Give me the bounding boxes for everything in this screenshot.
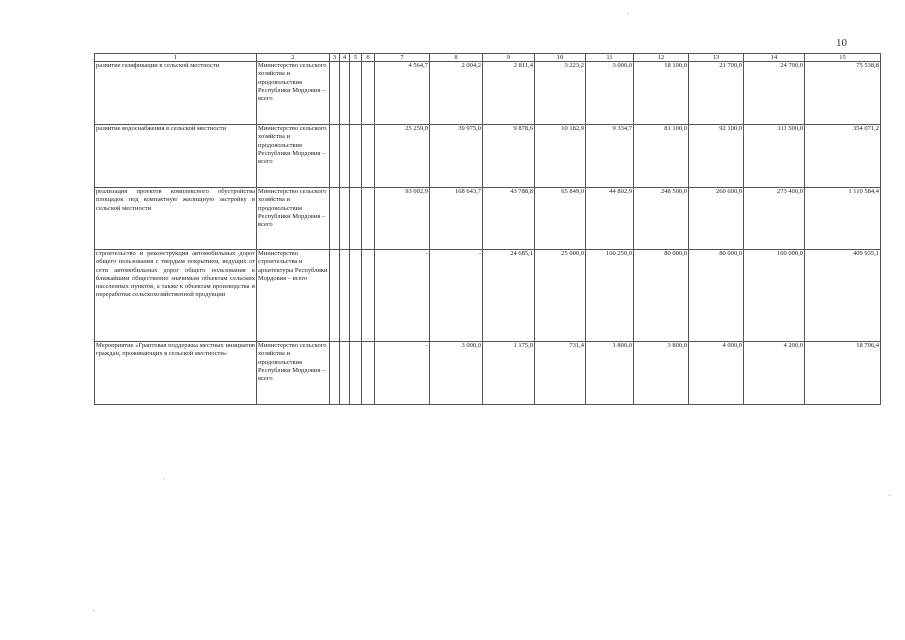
empty-cell	[330, 125, 340, 188]
value-cell: 39 975,0	[430, 125, 483, 188]
value-cell: 100 000,0	[744, 250, 805, 342]
row-executor: Министерство строительства и архитектуры Республики Мордовия – всего	[257, 250, 330, 342]
value-cell: 2 811,4	[483, 62, 535, 125]
value-cell: 4 564,7	[375, 62, 430, 125]
scan-speck	[163, 478, 164, 479]
scan-speck	[627, 13, 628, 14]
column-header: 13	[689, 54, 744, 62]
empty-cell	[330, 342, 340, 405]
row-description: строительство и реконструкция автомобильных дорог общего пользования с твердым покрытием, ведущих от сети автомобильных дорог общего пользования к ближайшим общественно значимым объектам сельских населенных пунктов, а также к объектам производства и переработки сельскохозяйственной продукции	[95, 250, 257, 342]
empty-cell	[350, 62, 362, 125]
empty-cell	[362, 188, 375, 250]
empty-cell	[350, 342, 362, 405]
empty-cell	[362, 250, 375, 342]
value-cell: 4 200,0	[744, 342, 805, 405]
row-executor: Министерство сельского хозяйства и продовольствия Республики Мордовия – всего	[257, 62, 330, 125]
empty-cell	[350, 188, 362, 250]
value-cell: 21 700,0	[689, 62, 744, 125]
total-cell: 1 110 584,4	[805, 188, 881, 250]
empty-cell	[362, 62, 375, 125]
column-header: 10	[535, 54, 586, 62]
empty-cell	[340, 62, 350, 125]
value-cell: 80 000,0	[689, 250, 744, 342]
value-cell: 24 685,1	[483, 250, 535, 342]
empty-cell	[350, 125, 362, 188]
value-cell: 81 100,0	[634, 125, 689, 188]
value-cell: 65 849,0	[535, 188, 586, 250]
value-cell: 3 000,0	[586, 62, 634, 125]
row-executor: Министерство сельского хозяйства и продовольствия Республики Мордовия – всего	[257, 188, 330, 250]
empty-cell	[330, 188, 340, 250]
column-header: 4	[340, 54, 350, 62]
table-row	[95, 250, 881, 342]
row-description: развитие газификации в сельской местности	[95, 62, 257, 125]
value-cell: 25 000,0	[535, 250, 586, 342]
value-cell: 731,4	[535, 342, 586, 405]
column-header: 8	[430, 54, 483, 62]
value-cell: -	[375, 342, 430, 405]
total-cell: 409 935,1	[805, 250, 881, 342]
empty-cell	[340, 250, 350, 342]
empty-cell	[340, 188, 350, 250]
row-executor: Министерство сельского хозяйства и продовольствия Республики Мордовия – всего	[257, 125, 330, 188]
empty-cell	[330, 62, 340, 125]
value-cell: 2 004,2	[430, 62, 483, 125]
column-header: 2	[257, 54, 330, 62]
value-cell: 273 400,0	[744, 188, 805, 250]
value-cell: 93 002,9	[375, 188, 430, 250]
empty-cell	[340, 342, 350, 405]
value-cell: 80 000,0	[634, 250, 689, 342]
value-cell: 100 250,0	[586, 250, 634, 342]
header-row	[95, 54, 881, 62]
value-cell: 1 175,0	[483, 342, 535, 405]
value-cell: 4 000,0	[689, 342, 744, 405]
column-header: 11	[586, 54, 634, 62]
total-cell: 18 706,4	[805, 342, 881, 405]
value-cell: 168 643,7	[430, 188, 483, 250]
value-cell: 10 182,9	[535, 125, 586, 188]
value-cell: 111 500,0	[744, 125, 805, 188]
column-header: 5	[350, 54, 362, 62]
column-header: 9	[483, 54, 535, 62]
column-header: 15	[805, 54, 881, 62]
empty-cell	[340, 125, 350, 188]
budget-table	[94, 53, 881, 405]
column-header: 7	[375, 54, 430, 62]
empty-cell	[362, 342, 375, 405]
page-number: 10	[836, 37, 847, 49]
empty-cell	[350, 250, 362, 342]
column-header: 1	[95, 54, 257, 62]
value-cell: -	[430, 250, 483, 342]
total-cell: 354 071,2	[805, 125, 881, 188]
value-cell: 18 100,0	[634, 62, 689, 125]
value-cell: 3 800,0	[634, 342, 689, 405]
scan-speck	[889, 495, 890, 496]
row-description: реализация проектов комплексного обустройства площадок под компактную жилищную застройку в сельской местности	[95, 188, 257, 250]
value-cell: 92 100,0	[689, 125, 744, 188]
value-cell: 25 259,0	[375, 125, 430, 188]
value-cell: 44 802,9	[586, 188, 634, 250]
column-header: 3	[330, 54, 340, 62]
column-header: 14	[744, 54, 805, 62]
row-description: Мероприятие «Грантовая поддержка местных инициатив граждан, проживающих в сельской местности»	[95, 342, 257, 405]
value-cell: 1 800,0	[586, 342, 634, 405]
table-row	[95, 125, 881, 188]
value-cell: 24 700,0	[744, 62, 805, 125]
column-header: 6	[362, 54, 375, 62]
value-cell: 260 600,0	[689, 188, 744, 250]
total-cell: 75 538,8	[805, 62, 881, 125]
value-cell: 248 500,0	[634, 188, 689, 250]
empty-cell	[362, 125, 375, 188]
value-cell: 3 000,0	[430, 342, 483, 405]
value-cell: -	[375, 250, 430, 342]
row-executor: Министерство сельского хозяйства и продовольствия Республики Мордовия – всего	[257, 342, 330, 405]
value-cell: 3 223,2	[535, 62, 586, 125]
table-row	[95, 342, 881, 405]
value-cell: 9 334,7	[586, 125, 634, 188]
column-header: 12	[634, 54, 689, 62]
value-cell: 43 788,8	[483, 188, 535, 250]
empty-cell	[330, 250, 340, 342]
row-description: развитие водоснабжения в сельской местности	[95, 125, 257, 188]
table-row	[95, 188, 881, 250]
value-cell: 9 878,6	[483, 125, 535, 188]
table-row	[95, 62, 881, 125]
scan-speck	[93, 610, 94, 611]
